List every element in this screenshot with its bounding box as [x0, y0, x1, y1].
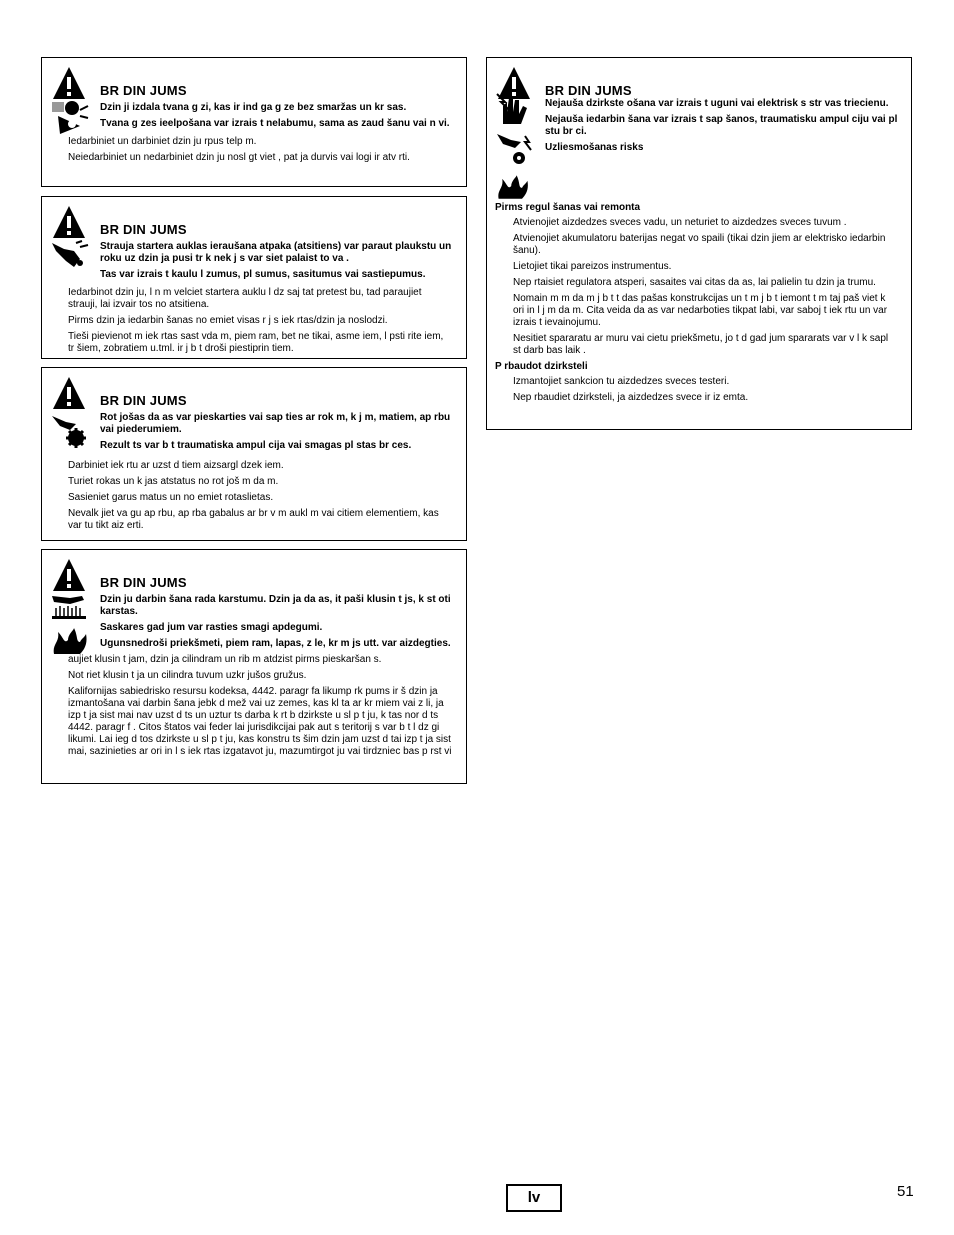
- page-number: 51: [897, 1183, 914, 1200]
- instruction-item: Neiedarbiniet un nedarbiniet dzin ju nosl gt viet , pat ja durvis vai logi ir atv rti.: [68, 152, 410, 163]
- hazard-line: Uzliesmošanas risks: [545, 142, 644, 153]
- spark-icon: [495, 132, 535, 166]
- instruction-item: Tieši pievienot m iek rtas sast vda m, piem ram, bet ne tikai, asme iem, l psti rite iem, tr šiem, zobratiem u.tml. ir j b t droši piestiprin tiem.: [68, 331, 444, 354]
- warning-header: [50, 376, 458, 412]
- instructions: [513, 217, 897, 357]
- hazard-line: Rezult ts var b t traumatiska ampul cija vai smagas pl stas br ces.: [100, 440, 412, 451]
- instructions: [513, 376, 897, 404]
- hazard-text: [100, 102, 458, 130]
- fire-icon: [50, 626, 90, 656]
- hazard-line: Ugunsnedroši priekšmeti, piem ram, lapas, z le, kr m js utt. var aizdegties.: [100, 638, 451, 649]
- instruction-item: Nep rtaisiet regulatora atsperi, sasaites vai citas da as, lai palielin tu dzin ja trumu.: [513, 277, 876, 288]
- instruction-item: Sasieniet garus matus un no emiet rotaslietas.: [68, 492, 274, 503]
- warning-title: BR DIN JUMS: [100, 83, 187, 98]
- warning-box-sparks: [486, 57, 912, 430]
- hazard-text: [100, 412, 458, 452]
- warning-header: [495, 66, 903, 102]
- instruction-item: aujiet klusin t jam, dzin ja cilindram un rib m atdzist pirms pieskaršan s.: [68, 654, 382, 665]
- instruction-item: Atvienojiet akumulatoru baterijas negat vo spaili (tikai dzin jiem ar elektrisko iedarbin šanu).: [513, 233, 886, 256]
- warning-title: BR DIN JUMS: [100, 222, 187, 237]
- instruction-item: Nevalk jiet va gu ap rbu, ap rba gabalus ar br v m aukl m vai citiem elementiem, kas var tu tikt aiz erti.: [68, 508, 439, 531]
- hazard-line: Nejauša dzirkste ošana var izrais t uguni vai elektrisk s str vas triecienu.: [545, 98, 889, 109]
- instruction-item: Nomain m m da m j b t t das pašas konstrukcijas un t m j b t iemont t m taj paš viet k ori in l j m da m. Cita veida da as var nedarboties tikpat labi, var saboj t iek rtu un var izrais t ievainojumu.: [513, 293, 888, 328]
- hazard-text: [545, 98, 903, 154]
- hazard-line: Nejauša iedarbin šana var izrais t sap šanos, traumatisku ampul ciju vai pl stu br ci.: [545, 114, 898, 137]
- instruction-item: Izmantojiet sankcion tu aizdedzes sveces testeri.: [513, 376, 730, 387]
- instruction-item: Turiet rokas un k jas atstatus no rot još m da m.: [68, 476, 279, 487]
- instructions: [68, 287, 452, 355]
- warning-box-hot-surfaces: [41, 549, 467, 784]
- instruction-item: Nesitiet spararatu ar muru vai cietu priekšmetu, jo t d gad jum spararats var v l k sapl st darb bas laik .: [513, 333, 889, 356]
- section-heading-before-adjust: Pirms regul šanas vai remonta: [495, 202, 641, 213]
- hazard-line: Dzin ju darbin šana rada karstumu. Dzin ja da as, it paši klusin t js, k st oti karstas.: [100, 594, 451, 617]
- hazard-line: Rot jošas da as var pieskarties vai sap ties ar rok m, k j m, matiem, ap rbu vai piederumiem.: [100, 412, 451, 435]
- hazard-line: Saskares gad jum var rasties smagi apdegumi.: [100, 622, 323, 633]
- toxic-fumes-icon: [50, 96, 90, 136]
- warning-triangle-icon: [52, 558, 86, 592]
- instruction-item: Not riet klusin t ja un cilindra tuvum uzkr jušos gružus.: [68, 670, 307, 681]
- warning-title: BR DIN JUMS: [100, 393, 187, 408]
- electric-shock-icon: [495, 92, 531, 126]
- instruction-item: Nep rbaudiet dzirksteli, ja aizdedzes svece ir iz emta.: [513, 392, 749, 403]
- warning-box-kickback: [41, 196, 467, 359]
- hot-surface-icon: [50, 592, 90, 620]
- instruction-item: Atvienojiet aizdedzes sveces vadu, un neturiet to aizdedzes sveces tuvum .: [513, 217, 847, 228]
- warning-box-carbon-monoxide: [41, 57, 467, 187]
- instruction-item: Pirms dzin ja iedarbin šanas no emiet visas r j s iek rtas/dzin ja noslodzi.: [68, 315, 388, 326]
- warning-title: BR DIN JUMS: [100, 575, 187, 590]
- hazard-line: Strauja startera auklas ieraušana atpaka (atsitiens) var paraut plaukstu un roku uz dzin ja pusi tr k nek j s var siet palaist to va .: [100, 241, 452, 264]
- instructions: [68, 654, 452, 758]
- hazard-text: [100, 594, 458, 650]
- warning-header: [50, 205, 458, 241]
- instruction-item: Iedarbiniet un darbiniet dzin ju rpus telp m.: [68, 136, 257, 147]
- language-code: lv: [506, 1184, 562, 1212]
- rotating-parts-icon: [50, 410, 90, 450]
- hazard-line: Tas var izrais t kaulu l zumus, pl sumus, sasitumus vai sastiepumus.: [100, 269, 426, 280]
- warning-header: [50, 66, 458, 102]
- instruction-item: Darbiniet iek rtu ar uzst d tiem aizsargl dzek iem.: [68, 460, 284, 471]
- warning-title: BR DIN JUMS: [545, 83, 632, 98]
- hazard-text: [100, 241, 458, 281]
- warning-box-rotating-parts: [41, 367, 467, 541]
- hazard-line: Dzin ji izdala tvana g zi, kas ir ind ga g ze bez smaržas un kr sas.: [100, 102, 407, 113]
- section-heading-spark-test: P rbaudot dzirksteli: [495, 361, 588, 372]
- instruction-item: Lietojiet tikai pareizos instrumentus.: [513, 261, 672, 272]
- warning-header: [50, 558, 458, 594]
- fire-icon: [495, 172, 531, 202]
- instruction-item: Kalifornijas sabiedrisko resursu kodeksa, 4442. paragr fa likump rk pums ir š dzin ja izmantošana vai darbin šana jebk d mež vai uz zemes, kas kl ta ar kr miem vai z li, ja izp t ja sist mai nav uzst d ts un uztur ts darba k rt b dzirkste u sl p t ju, k tas nor d ts 4442. paragr f . Citos štatos vai feder lai jurisdikcijai pak aut s teritorij s var b t l dz gi likumi. Lai ieg d tos dzirkste u sl p t ju, kas konstru ts šim dzin jam uzst d tai izp t ja sist mai, sazinieties ar ori in l s iek rtas izgatavot ju, mazumtirgot ju vai tirdzniec bas p rst vi: [68, 686, 452, 757]
- warning-triangle-icon: [52, 376, 86, 410]
- instructions: [68, 136, 452, 164]
- instructions: [68, 460, 452, 532]
- instruction-item: Iedarbinot dzin ju, l n m velciet startera auklu l dz saj tat pretest bu, tad paraujiet strauji, lai izvair tos no atsitiena.: [68, 287, 422, 310]
- warning-triangle-icon: [52, 66, 86, 100]
- hazard-line: Tvana g zes ieelpošana var izrais t nelabumu, sama as zaud šanu vai n vi.: [100, 118, 450, 129]
- warning-triangle-icon: [52, 205, 86, 239]
- kickback-hand-icon: [50, 237, 90, 271]
